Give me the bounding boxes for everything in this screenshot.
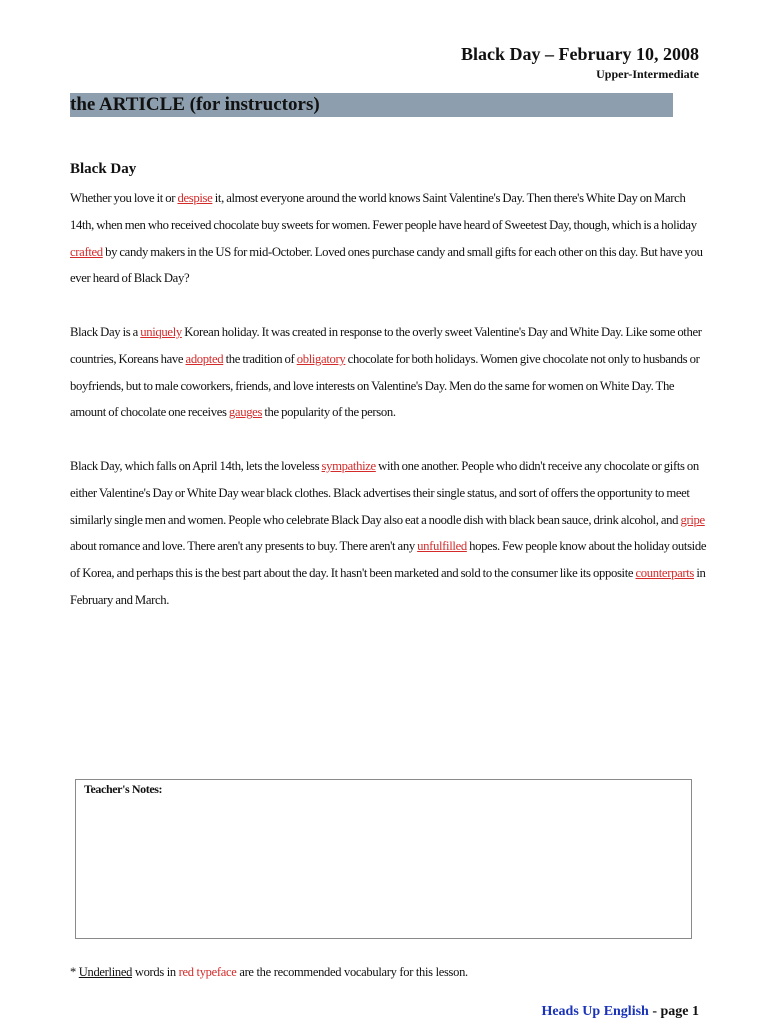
vocab-word: uniquely <box>140 325 182 339</box>
text: the tradition of <box>223 351 297 366</box>
article-paragraph-1 <box>70 185 710 292</box>
section-banner <box>70 93 673 117</box>
text: Korean holiday. It was created in response to the overly sweet Valentine's Day and White Day. Like some other countries, Koreans have <box>70 325 702 366</box>
text: hopes. Few people know about the holiday outside of Korea, and perhaps this is the best part about the day. It hasn't been marketed and sold to the consumer like its opposite <box>70 539 707 581</box>
vocab-word: despise <box>177 191 213 205</box>
teachers-notes-label: Teacher's Notes: <box>84 782 163 796</box>
text: the popularity of the person. <box>262 405 396 420</box>
text: with one another. People who didn't receive any chocolate or gifts on either Valentine's Day or White Day wear black clothes. Black advertises their single status, and sort of offers the opportunity to meet similarly single men and women. People who celebrate Black Day also eat a noodle dish with black bean sauce, drink alcohol, and <box>70 459 699 527</box>
footnote-star: * <box>70 965 79 979</box>
vocab-word: obligatory <box>296 351 346 366</box>
vocab-word: gauges <box>228 405 263 420</box>
vocab-word: unfulfilled <box>417 539 467 554</box>
page-number: - page 1 <box>648 1004 699 1019</box>
article-paragraph-2 <box>70 319 710 426</box>
text: chocolate for both holidays. Women give chocolate not only to husbands or boyfriends, but to male coworkers, friends, and love interests on Valentine's Day. Men do the same for women on White Day. The amount of chocolate one receives <box>70 351 700 420</box>
vocab-word: crafted <box>70 244 103 259</box>
vocab-word: gripe <box>680 512 705 527</box>
document-date-title: Black Day – February 10, 2008 <box>461 44 699 64</box>
text: Whether you love it or <box>70 191 178 205</box>
teachers-notes-box <box>75 779 692 939</box>
vocab-word: counterparts <box>635 566 694 581</box>
article-paragraph-3 <box>70 453 710 614</box>
footnote-underlined: Underlined <box>78 965 133 979</box>
text: Black Day, which falls on April 14th, lets the loveless <box>70 459 322 473</box>
footnote-red: red typeface <box>178 965 237 979</box>
level-label: Upper-Intermediate <box>596 67 699 81</box>
vocabulary-footnote <box>70 965 468 980</box>
text: about romance and love. There aren't any presents to buy. There aren't any <box>70 539 418 554</box>
banner-label: the ARTICLE (for instructors) <box>70 94 320 115</box>
text: by candy makers in the US for mid-October. Loved ones purchase candy and small gifts for each other on this day. But have you ever heard of Black Day? <box>70 244 703 286</box>
footnote-mid: words in <box>132 965 179 979</box>
vocab-word: sympathize <box>321 459 376 473</box>
page-footer <box>541 1004 699 1020</box>
vocab-word: adopted <box>185 351 224 366</box>
footnote-end: are the recommended vocabulary for this lesson. <box>236 965 468 979</box>
text: in February and March. <box>70 566 706 607</box>
article-title: Black Day <box>70 161 137 177</box>
footer-brand: Heads Up English <box>541 1004 649 1019</box>
text: Black Day is a <box>70 325 141 339</box>
text: it, almost everyone around the world knows Saint Valentine's Day. Then there's White Day on March 14th, when men who received chocolate buy sweets for women. Fewer people have heard of Sweetest Day, though, which is a holiday <box>70 191 697 232</box>
